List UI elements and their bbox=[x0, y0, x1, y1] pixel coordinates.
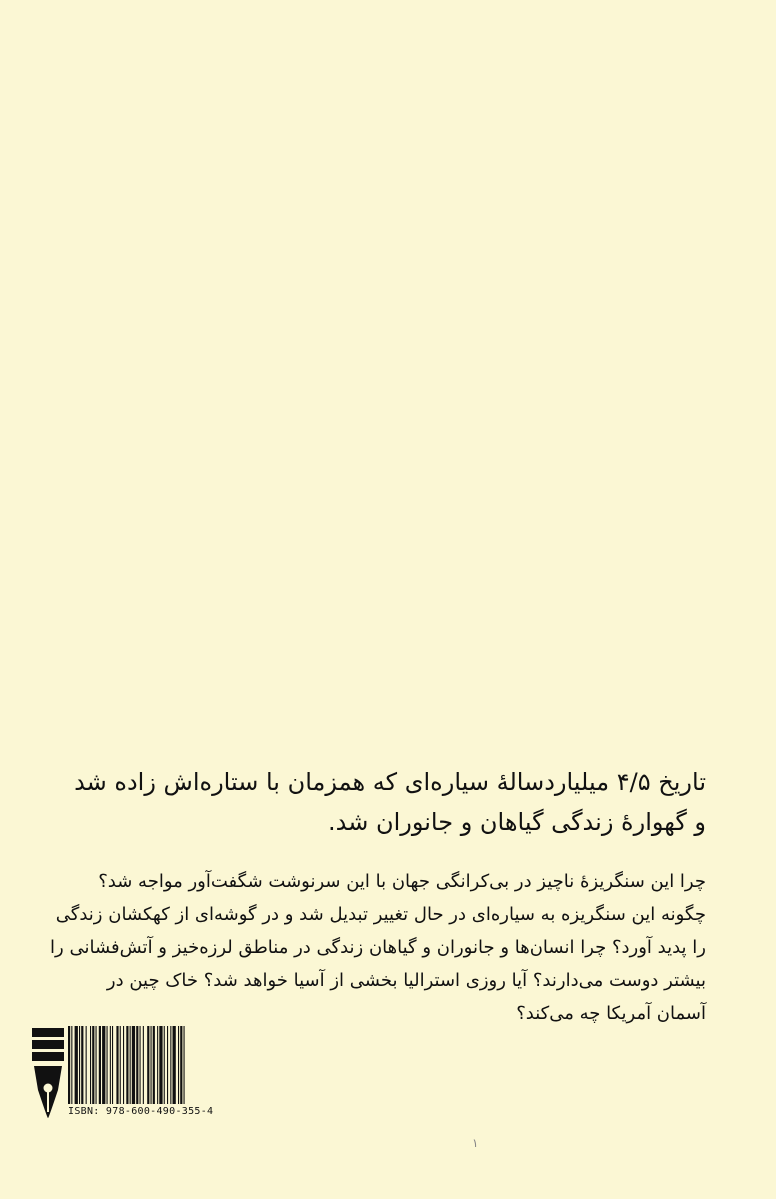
barcode-bar bbox=[107, 1026, 108, 1104]
barcode-bar bbox=[116, 1026, 118, 1104]
barcode-bar bbox=[96, 1026, 97, 1104]
barcode-bar bbox=[157, 1026, 158, 1104]
barcode-bar bbox=[132, 1026, 135, 1104]
barcode bbox=[68, 1026, 228, 1104]
blurb-line: بیشتر دوست می‌دارند؟ آیا روزی استرالیا بخشی از آسیا خواهد شد؟ خاک چین در bbox=[106, 970, 706, 991]
barcode-bar bbox=[71, 1026, 72, 1104]
barcode-bar bbox=[184, 1026, 185, 1104]
barcode-bar bbox=[92, 1026, 94, 1104]
barcode-bar bbox=[110, 1026, 111, 1104]
barcode-bar bbox=[90, 1026, 91, 1104]
pen-nib-icon bbox=[30, 1028, 66, 1118]
barcode-bar bbox=[123, 1026, 124, 1104]
barcode-bar bbox=[75, 1026, 78, 1104]
barcode-bar bbox=[151, 1026, 152, 1104]
barcode-bar bbox=[159, 1026, 162, 1104]
barcode-bar bbox=[130, 1026, 131, 1104]
barcode-bar bbox=[180, 1026, 182, 1104]
isbn-number: ISBN: 978-600-490-355-4 bbox=[68, 1106, 214, 1117]
blurb-line: را پدید آورد؟ چرا انسان‌ها و جانوران و گیاهان زندگی در مناطق لرزه‌خیز و آتش‌فشانی را bbox=[50, 937, 706, 958]
barcode-bar bbox=[86, 1026, 87, 1104]
barcode-bar bbox=[178, 1026, 179, 1104]
barcode-bar bbox=[120, 1026, 121, 1104]
barcode-bar bbox=[173, 1026, 176, 1104]
barcode-bar bbox=[126, 1026, 128, 1104]
barcode-bar bbox=[143, 1026, 144, 1104]
barcode-bar bbox=[147, 1026, 149, 1104]
blurb bbox=[50, 865, 706, 1030]
page-mark: ۱ bbox=[472, 1136, 479, 1150]
barcode-bar bbox=[102, 1026, 105, 1104]
barcode-bar bbox=[79, 1026, 80, 1104]
headline-line: تاریخ ۴/۵ میلیاردسالهٔ سیاره‌ای که همزمان با ستاره‌اش زاده شد bbox=[74, 768, 706, 796]
headline bbox=[74, 762, 706, 842]
blurb-line: چرا این سنگریزهٔ ناچیز در بی‌کرانگی جهان با این سرنوشت شگفت‌آور مواجه شد؟ bbox=[98, 871, 706, 892]
barcode-bar bbox=[167, 1026, 168, 1104]
barcode-bar bbox=[99, 1026, 101, 1104]
blurb-line: چگونه این سنگریزه به سیاره‌ای در حال تغییر تبدیل شد و در گوشه‌ای از کهکشان زندگی bbox=[55, 904, 706, 925]
blurb-line: آسمان آمریکا چه می‌کند؟ bbox=[516, 1003, 706, 1024]
barcode-bar bbox=[112, 1026, 113, 1104]
barcode-bar bbox=[68, 1026, 70, 1104]
barcode-bar bbox=[81, 1026, 83, 1104]
barcode-bar bbox=[164, 1026, 165, 1104]
barcode-bar bbox=[136, 1026, 138, 1104]
headline-line: و گهوارهٔ زندگی گیاهان و جانوران شد. bbox=[328, 808, 706, 836]
barcode-bar bbox=[153, 1026, 155, 1104]
barcode-bar bbox=[140, 1026, 141, 1104]
barcode-bar bbox=[170, 1026, 171, 1104]
